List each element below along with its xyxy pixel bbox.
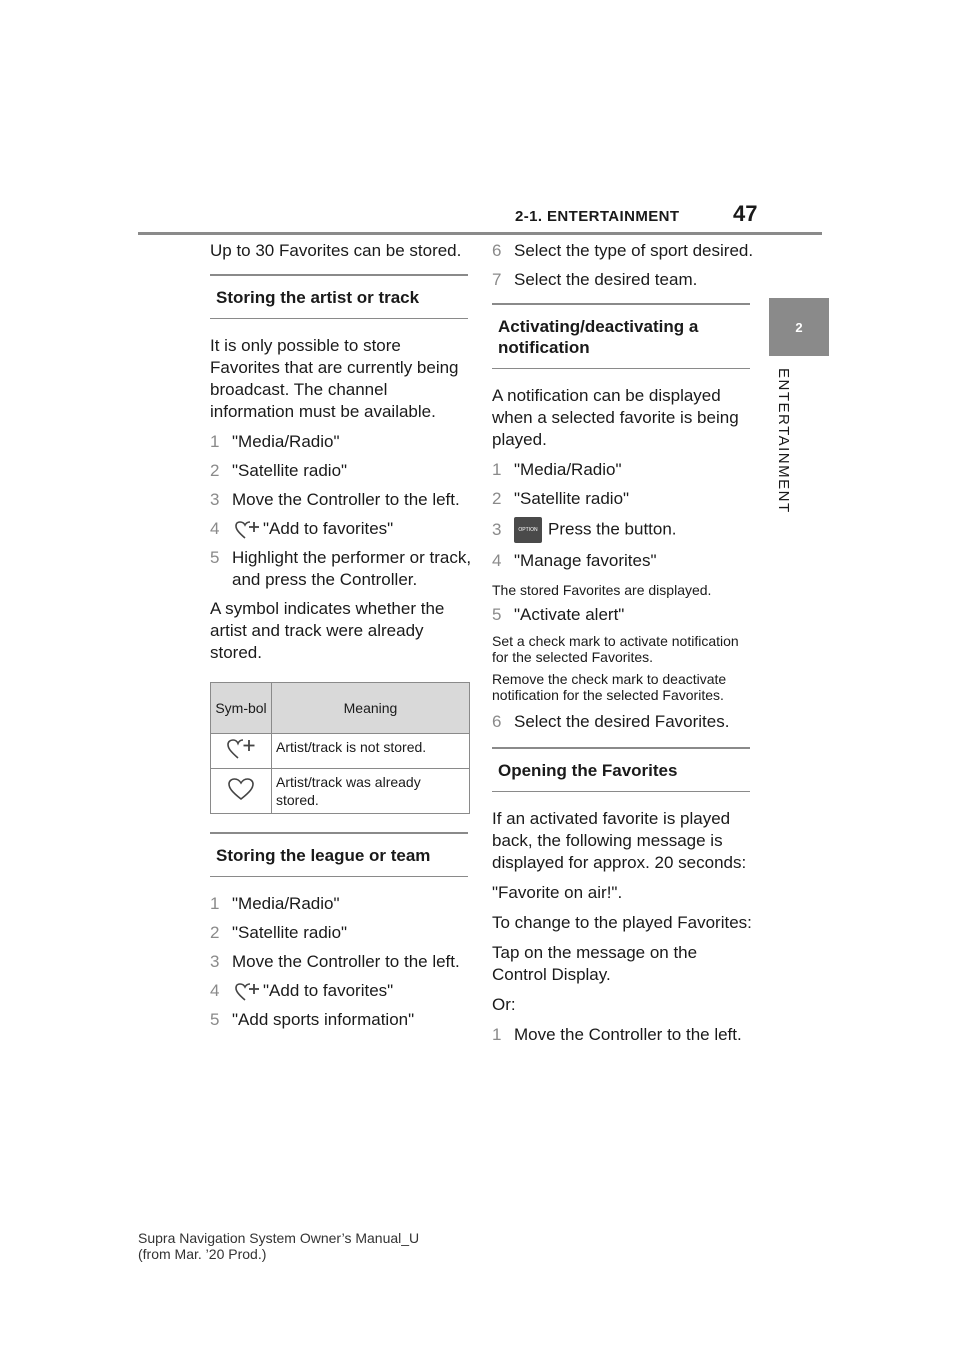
note-text: Remove the check mark to deactivate notification for the selected Favorites. — [492, 671, 727, 703]
table-cell-meaning: Artist/track was already stored. — [272, 769, 470, 814]
footer — [138, 1230, 419, 1262]
step-number: 3 — [492, 520, 502, 539]
list-item — [210, 922, 472, 944]
step-text: Select the desired Favorites. — [514, 712, 730, 731]
symbol-explanation: A symbol indicates whether the artist and track were already stored. — [210, 599, 445, 662]
list-item — [210, 1009, 472, 1031]
option-button-icon: OPTION — [514, 517, 542, 543]
notification-text: A notification can be displayed when a selected favorite is being played. — [492, 386, 739, 449]
list-item — [492, 517, 754, 543]
heart-plus-icon — [234, 520, 260, 540]
step-text: "Activate alert" — [514, 605, 625, 624]
list-item — [492, 488, 754, 510]
step-number: 1 — [492, 460, 502, 479]
list-item — [210, 893, 472, 915]
step-text: Select the type of sport desired. — [514, 241, 754, 260]
step-text: "Media/Radio" — [232, 432, 340, 451]
step-number: 3 — [210, 490, 220, 509]
step-text: "Add to favorites" — [263, 519, 394, 538]
footer-line: (from Mar. ’20 Prod.) — [138, 1246, 267, 1262]
note-text: The stored Favorites are displayed. — [492, 582, 712, 598]
step-text: Move the Controller to the left. — [514, 1025, 742, 1044]
step-text: "Satellite radio" — [232, 461, 348, 480]
storing-artist-text: It is only possible to store Favorites that are currently being broadcast. The channel information must be available. — [210, 336, 459, 421]
header-divider — [138, 232, 822, 235]
step-number: 5 — [492, 605, 502, 624]
heart-plus-icon — [226, 738, 256, 760]
step-number: 1 — [210, 432, 220, 451]
list-item — [210, 980, 472, 1002]
step-number: 1 — [210, 894, 220, 913]
tap-text: Tap on the message on the Control Display. — [492, 943, 698, 984]
step-number: 4 — [210, 981, 220, 1000]
section-title: 2-1. ENTERTAINMENT — [515, 208, 680, 225]
step-text: "Media/Radio" — [232, 894, 340, 913]
right-column — [492, 240, 754, 1053]
symbol-table — [210, 682, 470, 814]
opening-favorites-text: If an activated favorite is played back, the following message is displayed for approx. 20 seconds: — [492, 809, 747, 872]
intro-text: Up to 30 Favorites can be stored. — [210, 241, 462, 260]
list-item — [492, 240, 754, 262]
step-number: 6 — [492, 241, 502, 260]
list-item — [492, 459, 754, 481]
heading-storing-league: Storing the league or team — [210, 832, 468, 877]
table-header-meaning: Meaning — [272, 683, 470, 734]
heading-storing-artist: Storing the artist or track — [210, 274, 468, 319]
list-item — [210, 547, 472, 591]
list-item — [210, 951, 472, 973]
step-number: 4 — [492, 551, 502, 570]
step-number: 2 — [210, 923, 220, 942]
step-text: Highlight the performer or track, and press the Controller. — [232, 548, 472, 589]
page-number: 47 — [733, 201, 758, 226]
note-text: Set a check mark to activate notification for the selected Favorites. — [492, 633, 739, 665]
step-number: 2 — [210, 461, 220, 480]
step-text: Select the desired team. — [514, 270, 698, 289]
step-number: 5 — [210, 548, 220, 567]
or-text: Or: — [492, 995, 516, 1014]
heart-plus-icon — [234, 982, 260, 1002]
step-text: Move the Controller to the left. — [232, 490, 460, 509]
step-text: "Add to favorites" — [263, 981, 394, 1000]
chapter-tab: 2 — [769, 298, 829, 356]
table-cell-meaning: Artist/track is not stored. — [272, 734, 470, 769]
step-text: "Media/Radio" — [514, 460, 622, 479]
step-text: Move the Controller to the left. — [232, 952, 460, 971]
step-text: "Satellite radio" — [232, 923, 348, 942]
step-number: 3 — [210, 952, 220, 971]
message-text: "Favorite on air!". — [492, 883, 623, 902]
step-text: "Satellite radio" — [514, 489, 630, 508]
heading-opening-favorites: Opening the Favorites — [492, 747, 750, 792]
step-number: 6 — [492, 712, 502, 731]
list-item — [210, 431, 472, 453]
chapter-tab-label-text: ENTERTAINMENT — [775, 368, 792, 514]
step-text: "Manage favorites" — [514, 551, 657, 570]
table-row — [211, 734, 470, 769]
heading-notification: Activating/deactivating a notification — [492, 303, 750, 369]
list-item — [210, 460, 472, 482]
step-number: 7 — [492, 270, 502, 289]
step-number: 1 — [492, 1025, 502, 1044]
footer-line: Supra Navigation System Owner’s Manual_U — [138, 1230, 420, 1246]
step-text: "Add sports information" — [232, 1010, 415, 1029]
heart-icon — [227, 777, 255, 801]
change-text: To change to the played Favorites: — [492, 913, 752, 932]
list-item — [492, 711, 754, 733]
step-text: Press the button. — [548, 519, 677, 539]
chapter-tab-label — [772, 368, 794, 518]
list-item — [210, 489, 472, 511]
list-item — [492, 1024, 754, 1046]
list-item — [492, 269, 754, 291]
list-item — [492, 550, 754, 572]
list-item — [492, 604, 754, 626]
list-item — [210, 518, 472, 540]
step-number: 5 — [210, 1010, 220, 1029]
table-header-symbol: Sym-bol — [211, 683, 272, 734]
step-number: 4 — [210, 519, 220, 538]
left-column — [210, 240, 472, 1038]
step-number: 2 — [492, 489, 502, 508]
table-row — [211, 769, 470, 814]
